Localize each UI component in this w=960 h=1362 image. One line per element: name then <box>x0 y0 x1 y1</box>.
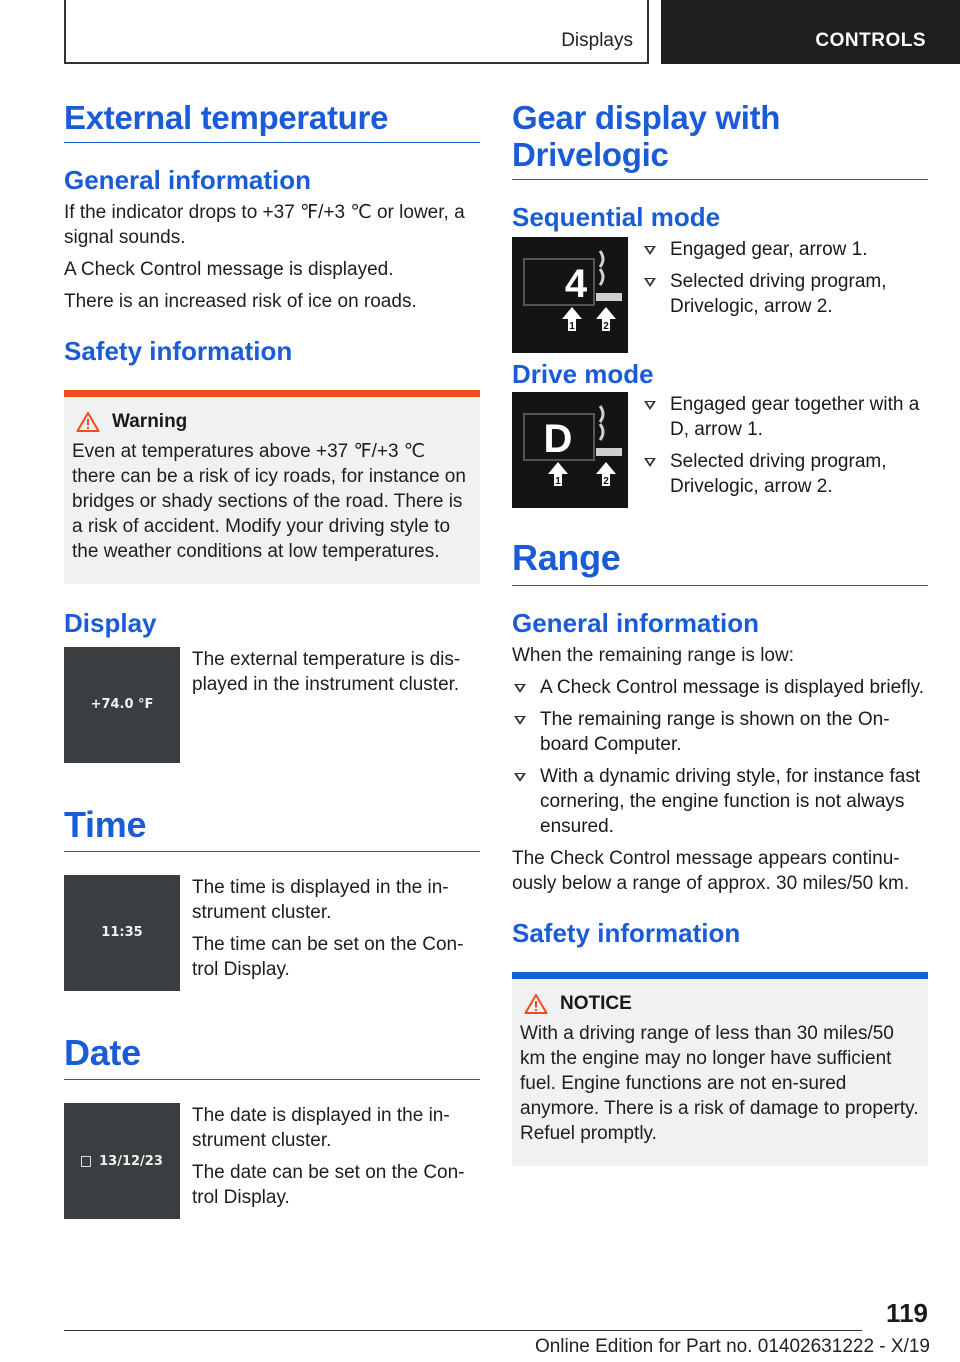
range-title: Range <box>512 538 928 585</box>
sequential-mode-list <box>642 237 928 319</box>
list-item: Engaged gear, arrow 1. <box>642 237 928 262</box>
range-general-information-title: General information <box>512 607 760 638</box>
general-info-paragraph-2: A Check Control message is displayed. <box>64 259 394 281</box>
footer-edition: Online Edition for Part no. 01402631222 - X/19 <box>534 1336 930 1357</box>
external-temperature-title: External temperature <box>64 100 480 143</box>
calendar-icon <box>81 1156 91 1167</box>
temperature-display-image <box>64 647 180 763</box>
drive-mode-list <box>642 392 928 499</box>
time-title: Time <box>64 805 480 852</box>
date-display-value: 13/12/23 <box>99 1153 163 1169</box>
notice-text: With a driving range of less than 30 miles/50 km the engine may no longer have sufficient fuel. Engine functions are not en-sured anymore. There is a risk of damage to property. Refuel promptly. <box>520 1022 919 1144</box>
warning-box <box>64 390 480 584</box>
temperature-display-value: +74.0 °F <box>90 697 154 713</box>
range-list <box>512 675 928 839</box>
drive-gear-display-image <box>512 392 628 508</box>
range-intro: When the remaining range is low: <box>512 644 794 666</box>
header-section-tab <box>64 0 649 64</box>
header-chapter-label: CONTROLS <box>815 30 926 51</box>
drive-mode-title: Drive mode <box>512 359 654 390</box>
list-item: A Check Control message is displayed briefly. <box>512 675 928 700</box>
warning-triangle-icon <box>76 411 100 433</box>
display-title: Display <box>64 608 157 639</box>
drive-mode-section <box>512 392 928 508</box>
date-section <box>64 1103 480 1219</box>
date-display-image <box>64 1103 180 1219</box>
sequential-gear-value: 4 <box>564 262 588 307</box>
arrow-2-label: 2 <box>603 321 609 333</box>
gear-display-title: Gear display with Drivelogic <box>512 100 928 180</box>
date-text-1: The date is displayed in the in-strument cluster. <box>192 1105 450 1152</box>
header-chapter-tab <box>661 0 960 64</box>
drive-gear-value: D <box>543 417 573 462</box>
list-item: The remaining range is shown on the On-board Computer. <box>512 707 928 757</box>
time-text-1: The time is displayed in the in-strument cluster. <box>192 876 449 923</box>
time-display-image <box>64 875 180 991</box>
warning-header <box>72 411 472 433</box>
display-section <box>64 647 480 763</box>
sequential-gear-display-image <box>512 237 628 353</box>
notice-label: NOTICE <box>560 992 632 1014</box>
notice-header <box>520 993 920 1015</box>
notice-box <box>512 972 928 1166</box>
arrow-1-label: 1 <box>569 321 575 333</box>
safety-information-title: Safety information <box>64 336 293 367</box>
warning-label: Warning <box>112 411 188 433</box>
arrow-1-label: 1 <box>555 476 561 488</box>
general-information-title: General information <box>64 164 312 195</box>
warning-text: Even at temperatures above +37 ℉/+3 ℃ there can be a risk of icy roads, for instance on bridges or shady sections of the road. There is a risk of accident. Modify your driving style to the weather conditions at low temperatures. <box>72 441 466 563</box>
list-item: With a dynamic driving style, for instance fast cornering, the engine function is not always ensured. <box>512 764 928 839</box>
time-display-value: 11:35 <box>101 925 143 941</box>
sequential-mode-section <box>512 237 928 353</box>
left-column <box>64 100 480 1219</box>
arrow-2-label: 2 <box>603 476 609 488</box>
time-section <box>64 875 480 991</box>
range-safety-information-title: Safety information <box>512 917 741 948</box>
general-info-paragraph-3: There is an increased risk of ice on roads. <box>64 291 417 313</box>
display-text: The external temperature is dis-played in the instrument cluster. <box>192 648 461 695</box>
header-section-label: Displays <box>561 30 633 51</box>
list-item: Selected driving program, Drivelogic, arrow 2. <box>642 449 928 499</box>
right-column <box>512 100 928 1166</box>
date-text-2: The date can be set on the Con-trol Display. <box>192 1162 465 1209</box>
general-info-paragraph-1: If the indicator drops to +37 ℉/+3 ℃ or lower, a signal sounds. <box>64 202 465 249</box>
list-item: Engaged gear together with a D, arrow 1. <box>642 392 928 442</box>
sequential-mode-title: Sequential mode <box>512 201 721 232</box>
time-text-2: The time can be set on the Con-trol Display. <box>192 933 464 980</box>
date-title: Date <box>64 1033 480 1080</box>
page-number: 119 <box>886 1298 928 1328</box>
notice-triangle-icon <box>524 993 548 1015</box>
footer-divider <box>64 1330 862 1331</box>
range-after-text: The Check Control message appears continu-ously below a range of approx. 30 miles/50 km. <box>512 847 910 894</box>
list-item: Selected driving program, Drivelogic, arrow 2. <box>642 269 928 319</box>
